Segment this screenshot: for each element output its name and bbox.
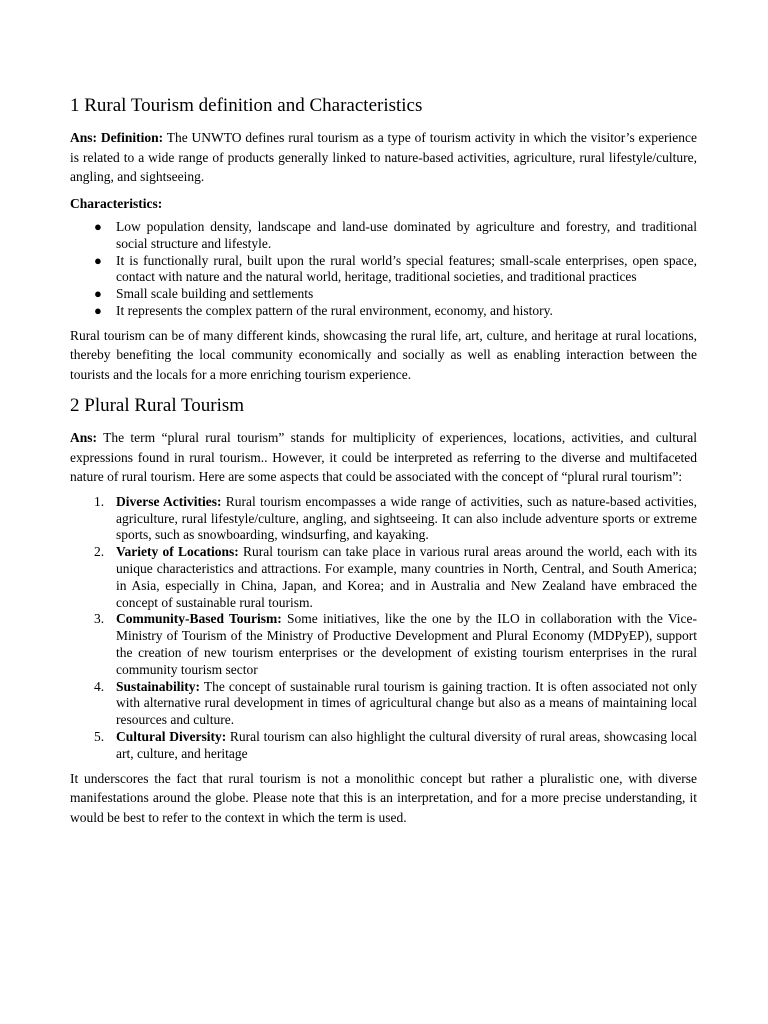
section1-closing-paragraph: Rural tourism can be of many different kinds, showcasing the rural life, art, culture, and heritage at rural locations, thereby benefiting the local community economically and socially as well as enabling interaction between the tourists and the locals for a more enriching tourism experience.: [70, 327, 697, 382]
list-item: 5. Cultural Diversity: Rural tourism can also highlight the cultural diversity of rural areas, showcasing local art, culture, and heritage: [94, 728, 697, 761]
definition-paragraph: [70, 128, 697, 187]
aspects-list: [70, 494, 697, 763]
bullet-icon: ●: [94, 252, 102, 268]
item-label: Diverse Activities:: [116, 493, 222, 509]
characteristics-heading: Characteristics:: [70, 195, 163, 211]
list-item: 4. Sustainability: The concept of sustainable rural tourism is gaining traction. It is often associated not only with alternative rural development in times of agricultural change but also as a means of maintaining local resources and culture.: [94, 678, 697, 728]
ans-label: Ans:: [70, 430, 98, 446]
list-item: 2. Variety of Locations: Rural tourism can take place in various rural areas around the world, each with its unique characteristics and attractions. For example, many countries in North, Central, and South America; in Asia, especially in China, Japan, and Korea; and in Australia and New Zealand have embraced the concept of sustainable rural tourism.: [94, 544, 697, 610]
item-label: Cultural Diversity:: [116, 728, 227, 744]
section1-heading: 1 Rural Tourism definition and Characteristics: [70, 95, 423, 116]
bullet-icon: ●: [94, 286, 102, 302]
definition-label: Ans: Definition:: [70, 130, 164, 145]
bullet-icon: ●: [94, 219, 102, 234]
section2-closing-paragraph: It underscores the fact that rural tourism is not a monolithic concept but rather a pluralistic one, with diverse manifestations around the globe. Please note that this is an interpretation, and for a more precise understanding, it would be best to refer to the context in which the term is used.: [70, 770, 697, 825]
list-item: ● It represents the complex pattern of the rural environment, economy, and history.: [94, 302, 553, 318]
list-item: ● It is functionally rural, built upon the rural world’s special features; small-scale enterprises, open space, contact with nature and the natural world, heritage, traditional societies, and traditional practices: [94, 252, 697, 285]
characteristics-list: [70, 219, 697, 320]
item-label: Community-Based Tourism:: [116, 611, 282, 627]
list-item: 3. Community-Based Tourism: Some initiatives, like the one by the ILO in collaboration with the Vice-Ministry of Tourism of the Ministry of Productive Development and Plural Economy (MDPyEP), support the creation of new tourism enterprises or the development of existing tourism enterprises in the rural community tourism sector: [94, 611, 697, 677]
bullet-icon: ●: [94, 302, 102, 318]
list-item: ● Small scale building and settlements: [94, 286, 314, 302]
section2-intro-paragraph: Ans: The term “plural rural tourism” stands for multiplicity of experiences, locations, activities, and cultural expressions found in rural tourism.. However, it could be interpreted as referring to the diverse and multifaceted nature of rural tourism. Here are some aspects that could be associated with the concept of “plural rural tourism”:: [70, 430, 697, 485]
item-label: Variety of Locations:: [116, 544, 239, 560]
list-number: 5.: [94, 728, 105, 744]
list-item: 1. Diverse Activities: Rural tourism encompasses a wide range of activities, such as nature-based activities, agriculture, rural lifestyle/culture, angling, and sightseeing. It can also include adventure sports or extreme sports, such as snowboarding, windsurfing, and kayaking.: [94, 493, 697, 543]
document-content: [70, 94, 697, 834]
definition-text: The UNWTO defines rural tourism as a type of tourism activity in which the visitor’s experience is related to a wide range of products generally linked to nature-based activities, agriculture, rural lifestyle/culture, angling, and sightseeing.: [70, 130, 697, 184]
list-number: 3.: [94, 611, 105, 627]
list-number: 1.: [94, 493, 105, 509]
list-item: ● Low population density, landscape and land-use dominated by agriculture and forestry, and traditional social structure and lifestyle.: [94, 219, 697, 251]
list-number: 2.: [94, 544, 105, 560]
section2-heading: 2 Plural Rural Tourism: [70, 395, 245, 417]
item-label: Sustainability:: [116, 678, 201, 694]
list-number: 4.: [94, 678, 105, 694]
